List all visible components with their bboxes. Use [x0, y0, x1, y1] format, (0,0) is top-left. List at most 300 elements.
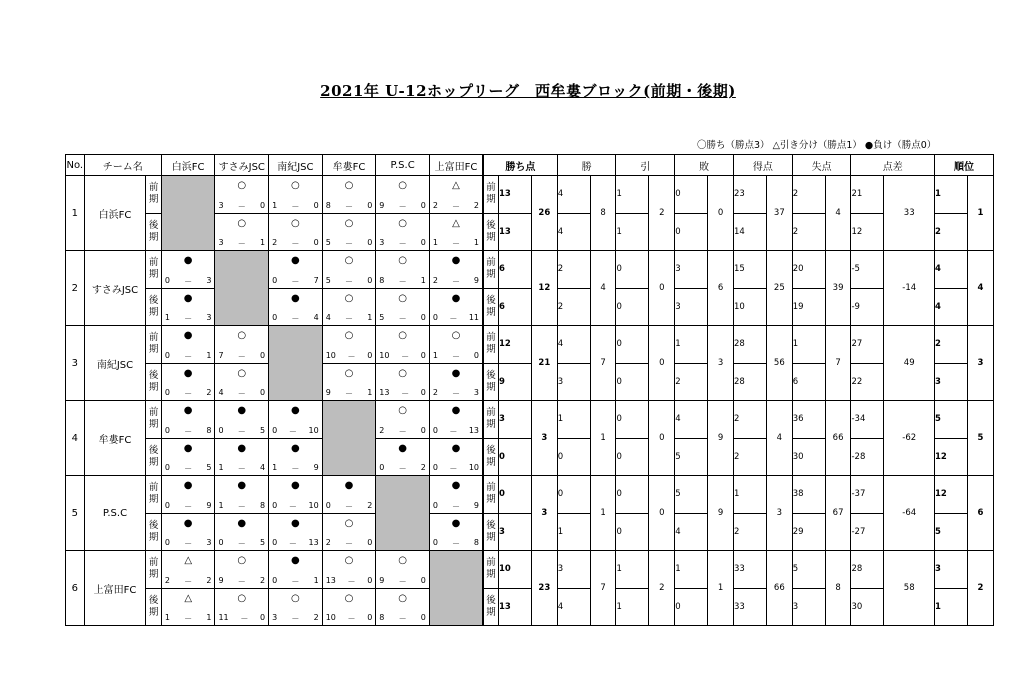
stat-draws-period: 0 — [616, 476, 649, 514]
stat-draws-period: 0 — [616, 438, 649, 476]
match-score — [218, 426, 265, 437]
match-result — [269, 551, 323, 589]
match-score — [433, 463, 479, 474]
score-dash: － — [344, 276, 353, 286]
match-score — [326, 351, 373, 362]
result-symbol: ● — [451, 480, 461, 491]
team-row — [66, 288, 994, 326]
stat-wins-period: 4 — [557, 176, 590, 214]
score-own: 0 — [272, 500, 278, 510]
score-opponent: 1 — [206, 350, 212, 360]
score-own: 2 — [432, 275, 438, 285]
result-symbol: ○ — [398, 255, 407, 266]
stat-losses-period: 4 — [675, 401, 708, 439]
score-opponent: 0 — [420, 613, 426, 622]
match-score — [218, 351, 265, 362]
period-label: 後期 — [483, 588, 498, 626]
period-label: 後期 — [483, 288, 498, 326]
stat-points-period: 0 — [498, 476, 531, 514]
score-dash: － — [291, 464, 300, 473]
team-name: 上富田FC — [84, 551, 146, 626]
match-result — [322, 213, 376, 251]
header-opponent: 白浜FC — [161, 155, 215, 176]
result-symbol: ● — [291, 255, 300, 266]
stat-draws-period: 0 — [616, 513, 649, 551]
match-result — [269, 288, 323, 326]
result-symbol: ● — [237, 442, 247, 454]
score-opponent: 1 — [420, 275, 426, 285]
match-score — [165, 538, 212, 549]
header-loss: 敗 — [675, 155, 734, 176]
period-label: 前期 — [146, 176, 161, 214]
match-score — [165, 501, 212, 512]
match-score — [165, 276, 212, 287]
team-row — [66, 588, 994, 626]
score-own: 0 — [432, 538, 438, 547]
result-symbol: ○ — [398, 367, 407, 379]
match-score — [379, 576, 426, 587]
match-score — [433, 388, 479, 399]
match-result — [161, 438, 215, 476]
score-dash: － — [451, 239, 460, 248]
stat-rank-period: 4 — [934, 251, 967, 289]
score-own: 0 — [164, 275, 170, 285]
score-opponent: 2 — [420, 463, 426, 472]
team-row — [66, 513, 994, 551]
stat-goals-against-total: 66 — [825, 401, 851, 476]
stat-goal-diff-period: 28 — [851, 551, 884, 589]
stat-goals-against-total: 39 — [825, 251, 851, 326]
score-dash: － — [398, 426, 407, 436]
header-goals-against: 失点 — [792, 155, 851, 176]
score-opponent: 10 — [308, 425, 319, 435]
match-result — [429, 363, 483, 401]
stat-draws-total: 0 — [649, 401, 675, 476]
score-dash: － — [291, 576, 300, 586]
stat-losses-period: 3 — [675, 288, 708, 326]
period-label: 前期 — [483, 401, 498, 439]
score-opponent: 0 — [259, 613, 266, 622]
score-own: 0 — [164, 388, 170, 397]
result-symbol: ● — [183, 330, 193, 341]
match-result — [429, 513, 483, 551]
stat-points-period: 13 — [498, 588, 531, 626]
score-opponent: 5 — [206, 463, 212, 472]
score-own: 0 — [272, 575, 278, 585]
score-opponent: 13 — [308, 538, 319, 547]
stat-rank-period: 5 — [934, 401, 967, 439]
stat-points-period: 0 — [498, 438, 531, 476]
header-goals-for: 得点 — [733, 155, 792, 176]
match-result — [376, 363, 430, 401]
score-opponent: 9 — [206, 500, 212, 510]
score-own: 0 — [218, 538, 224, 547]
score-dash: － — [398, 201, 407, 211]
period-label: 前期 — [146, 476, 161, 514]
header-goal-diff: 点差 — [851, 155, 935, 176]
match-score — [379, 201, 426, 212]
match-score — [272, 613, 319, 624]
score-own: 0 — [272, 275, 278, 285]
result-symbol: ○ — [237, 592, 247, 604]
score-dash: － — [347, 614, 356, 623]
score-own: 0 — [272, 313, 278, 322]
stat-rank-period: 4 — [934, 288, 967, 326]
match-result — [161, 551, 215, 589]
score-opponent: 1 — [473, 238, 479, 247]
result-symbol: ● — [183, 480, 193, 491]
match-score — [433, 201, 479, 212]
header-opponent: P.S.C — [376, 155, 430, 176]
score-opponent: 0 — [367, 200, 373, 210]
match-score — [379, 276, 426, 287]
stat-losses-total: 3 — [708, 326, 734, 401]
stat-draws-period: 0 — [616, 326, 649, 364]
stat-goals-against-period: 2 — [792, 176, 825, 214]
league-body — [66, 176, 994, 626]
score-opponent: 9 — [313, 463, 319, 472]
stat-goals-for-period: 33 — [733, 588, 766, 626]
match-score — [272, 313, 319, 324]
stat-goal-diff-total: -62 — [884, 401, 935, 476]
stat-losses-period: 5 — [675, 476, 708, 514]
score-own: 0 — [164, 500, 170, 510]
match-score — [218, 388, 265, 399]
match-result — [215, 363, 269, 401]
match-result — [269, 251, 323, 289]
score-dash: － — [344, 314, 353, 323]
period-label: 後期 — [146, 513, 161, 551]
stat-points-total: 23 — [531, 551, 557, 626]
result-symbol: ○ — [398, 292, 407, 304]
result-symbol: ● — [291, 442, 300, 454]
header-opponent: 南紀JSC — [269, 155, 323, 176]
match-score — [433, 426, 479, 437]
stat-rank-period: 12 — [934, 476, 967, 514]
match-result — [376, 326, 430, 364]
match-result — [269, 438, 323, 476]
stat-wins-total: 8 — [590, 176, 616, 251]
match-score — [326, 201, 373, 212]
header-no: No. — [66, 155, 85, 176]
score-dash: － — [288, 539, 297, 548]
result-symbol: ● — [183, 292, 193, 304]
score-opponent: 3 — [206, 313, 212, 322]
result-symbol: ○ — [344, 517, 354, 529]
result-symbol: ○ — [344, 330, 354, 341]
score-opponent: 8 — [259, 500, 266, 510]
stat-draws-total: 2 — [649, 176, 675, 251]
stat-losses-total: 9 — [708, 476, 734, 551]
match-result — [161, 588, 215, 626]
match-result — [161, 288, 215, 326]
match-result — [376, 401, 430, 439]
stat-draws-period: 1 — [616, 588, 649, 626]
period-label: 後期 — [146, 363, 161, 401]
score-dash: － — [451, 539, 460, 548]
match-score — [165, 613, 212, 624]
stat-wins-period: 2 — [557, 288, 590, 326]
stat-goal-diff-total: 49 — [884, 326, 935, 401]
period-label: 後期 — [483, 363, 498, 401]
score-own: 3 — [218, 200, 224, 210]
stat-goals-for-period: 28 — [733, 363, 766, 401]
stat-goal-diff-total: 58 — [884, 551, 935, 626]
stat-goals-for-period: 14 — [733, 213, 766, 251]
stat-rank-period: 2 — [934, 326, 967, 364]
score-own: 1 — [218, 500, 224, 510]
stat-goals-for-period: 2 — [733, 401, 766, 439]
stat-draws-period: 1 — [616, 551, 649, 589]
score-own: 0 — [379, 463, 385, 472]
score-dash: － — [184, 276, 193, 286]
match-score — [379, 351, 426, 362]
score-own: 9 — [325, 388, 331, 397]
result-symbol: ● — [344, 480, 354, 491]
score-opponent: 11 — [468, 313, 479, 322]
score-dash: － — [449, 464, 458, 473]
stat-losses-total: 6 — [708, 251, 734, 326]
period-label: 後期 — [146, 588, 161, 626]
score-own: 3 — [218, 238, 224, 247]
score-opponent: 9 — [473, 275, 479, 285]
team-number: 3 — [66, 326, 85, 401]
stat-draws-total: 2 — [649, 551, 675, 626]
score-dash: － — [184, 501, 193, 511]
team-row — [66, 401, 994, 439]
score-dash: － — [451, 351, 460, 361]
stat-losses-period: 0 — [675, 213, 708, 251]
match-result — [322, 363, 376, 401]
score-opponent: 0 — [313, 238, 319, 247]
match-score — [326, 313, 373, 324]
match-score — [326, 613, 373, 624]
score-opponent: 1 — [259, 238, 266, 247]
match-result — [269, 401, 323, 439]
score-opponent: 8 — [206, 425, 212, 435]
stat-points-period: 12 — [498, 326, 531, 364]
score-dash: － — [184, 576, 193, 586]
score-own: 2 — [432, 388, 438, 397]
result-symbol: ○ — [237, 367, 247, 379]
score-dash: － — [237, 389, 246, 398]
result-symbol: ● — [451, 405, 461, 416]
match-result — [215, 476, 269, 514]
score-dash: － — [184, 389, 193, 398]
match-result — [376, 588, 430, 626]
stat-goal-diff-period: -28 — [851, 438, 884, 476]
stat-goals-for-period: 10 — [733, 288, 766, 326]
stat-goals-against-total: 8 — [825, 551, 851, 626]
score-own: 10 — [325, 350, 336, 360]
result-symbol: ○ — [344, 255, 354, 266]
stat-goals-against-period: 19 — [792, 288, 825, 326]
stat-wins-total: 1 — [590, 476, 616, 551]
team-name: すさみJSC — [84, 251, 146, 326]
team-row — [66, 551, 994, 589]
period-label: 前期 — [483, 251, 498, 289]
result-symbol: ● — [451, 367, 461, 379]
stat-losses-period: 4 — [675, 513, 708, 551]
score-own: 2 — [432, 200, 438, 210]
match-result — [215, 213, 269, 251]
stat-losses-total: 9 — [708, 401, 734, 476]
stat-draws-period: 0 — [616, 401, 649, 439]
match-result — [322, 251, 376, 289]
score-dash: － — [344, 501, 353, 511]
score-own: 1 — [272, 463, 278, 472]
team-name: P.S.C — [84, 476, 146, 551]
result-symbol: ○ — [344, 217, 354, 229]
stat-points-total: 26 — [531, 176, 557, 251]
score-own: 2 — [272, 238, 278, 247]
result-symbol: ● — [291, 480, 300, 491]
team-name: 南紀JSC — [84, 326, 146, 401]
stat-points-period: 6 — [498, 288, 531, 326]
match-result — [429, 288, 483, 326]
team-number: 2 — [66, 251, 85, 326]
match-result — [376, 251, 430, 289]
header-opponent: すさみJSC — [215, 155, 269, 176]
match-result — [322, 476, 376, 514]
stat-goals-for-period: 2 — [733, 513, 766, 551]
match-result — [269, 213, 323, 251]
stat-goal-diff-period: -37 — [851, 476, 884, 514]
result-symbol: ● — [183, 405, 193, 416]
page-title: 2021年 U-12ホップリーグ 西牟婁ブロック(前期・後期) — [320, 82, 736, 100]
stat-rank-period: 5 — [934, 513, 967, 551]
score-own: 0 — [325, 500, 331, 510]
header-team: チーム名 — [84, 155, 161, 176]
score-dash: － — [449, 426, 458, 436]
result-symbol: ○ — [344, 555, 354, 566]
result-symbol: △ — [184, 555, 193, 566]
self-match-cell — [161, 176, 215, 251]
match-result — [322, 326, 376, 364]
stat-losses-period: 0 — [675, 588, 708, 626]
match-score — [326, 576, 373, 587]
stat-losses-total: 1 — [708, 551, 734, 626]
match-result — [376, 288, 430, 326]
stat-points-period: 10 — [498, 551, 531, 589]
stat-goals-for-total: 25 — [766, 251, 792, 326]
period-label: 前期 — [146, 251, 161, 289]
score-opponent: 0 — [313, 200, 319, 210]
score-own: 7 — [218, 350, 224, 360]
stat-rank-period: 1 — [934, 588, 967, 626]
score-own: 0 — [432, 500, 438, 510]
stat-goals-for-period: 33 — [733, 551, 766, 589]
match-score — [165, 351, 212, 362]
stat-rank-period: 1 — [934, 176, 967, 214]
stat-goals-against-period: 3 — [792, 588, 825, 626]
stat-wins-period: 2 — [557, 251, 590, 289]
score-dash: － — [398, 614, 407, 623]
score-own: 0 — [272, 538, 278, 547]
self-match-cell — [215, 251, 269, 326]
stat-points-total: 12 — [531, 251, 557, 326]
score-opponent: 0 — [367, 538, 373, 547]
result-symbol: ○ — [398, 217, 407, 229]
score-dash: － — [184, 426, 193, 436]
stat-rank-total: 5 — [967, 401, 993, 476]
stat-draws-total: 0 — [649, 476, 675, 551]
result-symbol: ○ — [237, 217, 247, 229]
score-own: 0 — [432, 463, 438, 472]
result-symbol: ● — [183, 517, 193, 529]
stat-goal-diff-period: 30 — [851, 588, 884, 626]
score-dash: － — [237, 351, 246, 361]
score-dash: － — [237, 464, 246, 473]
result-symbol: ○ — [398, 555, 407, 566]
result-symbol: ○ — [291, 592, 300, 604]
result-symbol: ● — [451, 255, 461, 266]
score-dash: － — [291, 614, 300, 623]
match-result — [429, 326, 483, 364]
header-win: 勝 — [557, 155, 616, 176]
match-score — [433, 238, 479, 249]
match-score — [379, 313, 426, 324]
stat-goals-for-total: 37 — [766, 176, 792, 251]
score-dash: － — [451, 389, 460, 398]
score-own: 8 — [379, 275, 385, 285]
score-opponent: 0 — [420, 238, 426, 247]
header-opponent: 牟婁FC — [322, 155, 376, 176]
score-own: 4 — [325, 313, 331, 322]
score-dash: － — [291, 276, 300, 286]
match-score — [218, 501, 265, 512]
score-opponent: 2 — [206, 388, 212, 397]
match-score — [272, 201, 319, 212]
score-own: 1 — [272, 200, 278, 210]
score-dash: － — [291, 314, 300, 323]
stat-goals-for-total: 3 — [766, 476, 792, 551]
match-score — [379, 238, 426, 249]
result-symbol: △ — [452, 180, 460, 191]
stat-goals-for-total: 56 — [766, 326, 792, 401]
team-row — [66, 326, 994, 364]
score-opponent: 5 — [259, 538, 266, 547]
stat-points-period: 3 — [498, 401, 531, 439]
stat-points-period: 13 — [498, 176, 531, 214]
stat-goals-for-period: 2 — [733, 438, 766, 476]
score-dash: － — [451, 501, 460, 511]
stat-losses-total: 0 — [708, 176, 734, 251]
score-own: 0 — [164, 538, 170, 547]
stat-wins-total: 1 — [590, 401, 616, 476]
period-label: 前期 — [483, 176, 498, 214]
period-label: 前期 — [146, 401, 161, 439]
match-result — [161, 476, 215, 514]
team-row — [66, 476, 994, 514]
score-own: 5 — [325, 238, 331, 247]
score-dash: － — [288, 426, 297, 436]
score-dash: － — [288, 501, 297, 511]
match-result — [161, 251, 215, 289]
match-result — [161, 401, 215, 439]
score-dash: － — [184, 464, 193, 473]
stat-goals-against-period: 2 — [792, 213, 825, 251]
match-result — [429, 213, 483, 251]
score-own: 0 — [164, 463, 170, 472]
team-number: 4 — [66, 401, 85, 476]
score-opponent: 0 — [420, 200, 426, 210]
stat-goals-against-total: 67 — [825, 476, 851, 551]
result-symbol: ○ — [398, 180, 407, 191]
score-opponent: 0 — [420, 575, 426, 585]
score-own: 1 — [218, 463, 224, 472]
period-label: 後期 — [146, 438, 161, 476]
